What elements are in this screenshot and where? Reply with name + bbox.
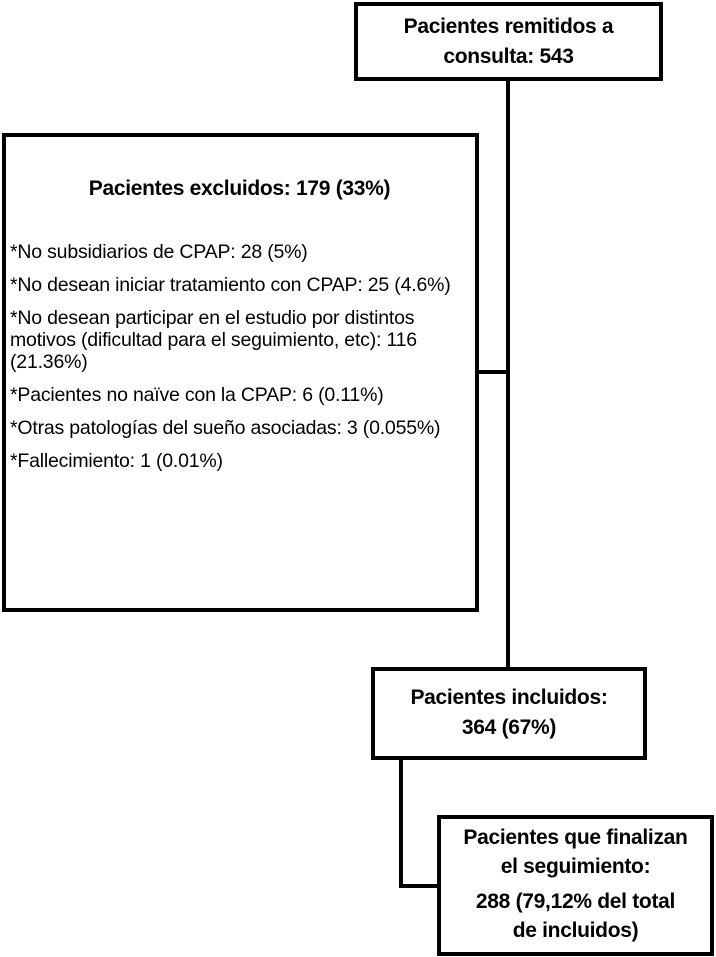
excluded-title: Pacientes excluidos: 179 (33%)	[88, 177, 391, 200]
exclusion-reason: *Pacientes no naïve con la CPAP: 6 (0.11%)	[10, 384, 384, 406]
excluded-patients-box	[2, 133, 479, 612]
included-patients-box	[371, 667, 647, 760]
exclusion-reason: *Otras patologías del sueño asociadas: 3 (0.055%)	[10, 417, 441, 439]
referred-patients-box	[354, 2, 663, 81]
completed-line-3: 288 (79,12% del total	[475, 890, 676, 913]
completed-line-1: Pacientes que finalizan	[463, 826, 688, 849]
connector-to-excluded	[478, 370, 508, 374]
included-line-2: 364 (67%)	[461, 716, 557, 739]
exclusion-reason: *No desean participar en el estudio por distintos motivos (dificultad para el seguimiento, etc): 116 (21.36%)	[10, 307, 417, 373]
exclusion-reason: *No subsidiarios de CPAP: 28 (5%)	[10, 241, 308, 263]
exclusion-reason: *No desean iniciar tratamiento con CPAP: 25 (4.6%)	[10, 274, 451, 296]
connector-included-vertical	[399, 759, 403, 888]
completed-line-2: el seguimiento:	[500, 855, 651, 878]
exclusion-reason: *Fallecimiento: 1 (0.01%)	[10, 450, 223, 472]
referred-line-1: Pacientes remitidos a	[403, 15, 614, 38]
completed-line-4: de incluidos)	[512, 919, 639, 942]
referred-line-2: consulta: 543	[443, 45, 574, 68]
connector-to-completed	[399, 884, 439, 888]
connector-main-vertical	[506, 80, 510, 668]
included-line-1: Pacientes incluidos:	[410, 686, 608, 709]
completed-followup-box	[437, 815, 714, 956]
